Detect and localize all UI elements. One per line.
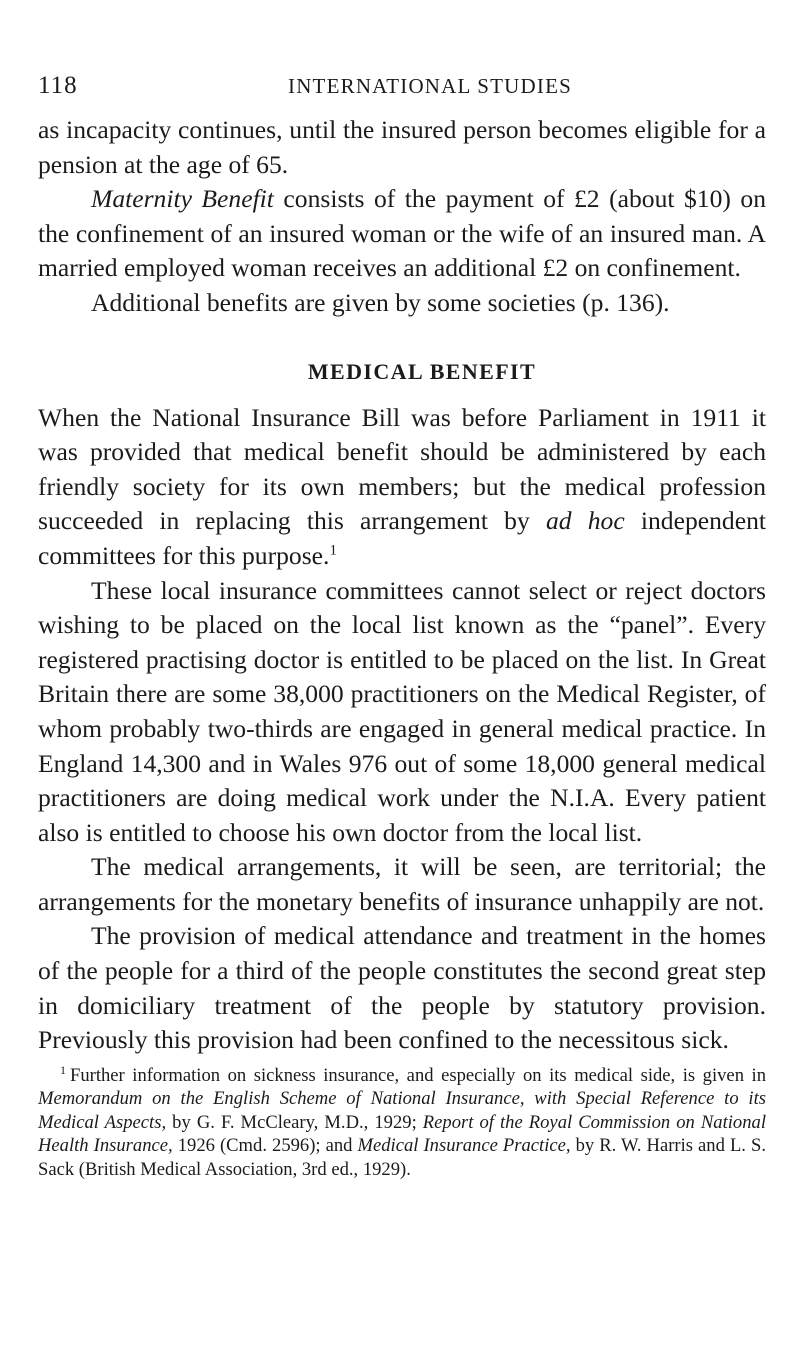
paragraph-continuation: as incapacity continues, until the insured person becomes eligible for a pension at the age of 65. (38, 115, 766, 179)
paragraph-national-insurance-bill (38, 401, 766, 574)
footnote-title-practice: Medical Insurance Practice, (357, 1135, 571, 1157)
paragraph-maternity-benefit (38, 182, 766, 286)
body-text (38, 113, 766, 1181)
maternity-benefit-text: consists of the payment of £2 (about $10) on the confinement of an insured woman or the wife of an insured man. A married employed woman receives an additional £2 on confinement. (38, 184, 766, 283)
footnote-text-4: by R. W. Harris and L. S. Sack (British Medical Association, 3rd ed., 1929). (38, 1135, 766, 1180)
bill-text-end: independent committees for this purpose. (38, 506, 766, 570)
section-heading: MEDICAL BENEFIT (307, 358, 537, 384)
paragraph-additional-benefits: Additional benefits are given by some societies (p. 136). (91, 287, 670, 317)
footnote-text-1: Further information on sickness insurance, and especially on its medical side, is given in (70, 1064, 766, 1086)
bill-text-start: When the National Insurance Bill was before Parliament in 1911 it was provided that medical benefit should be administered by each friendly society for its own members; but the medical profession succeeded in replacing this arrangement by (38, 402, 766, 536)
page-number: 118 (38, 72, 78, 99)
paragraph-domiciliary-treatment: The provision of medical attendance and treatment in the homes of the people for a third of the people constitutes the second great step in domiciliary treatment of the people by statutory provision. Previously this provision had been confined to the necessitous sick. (38, 921, 766, 1055)
footnote-title-report: Report of the Royal Commission on National Health Insurance, (38, 1111, 766, 1157)
footnote-number: 1 (60, 1062, 66, 1077)
footnote-title-memorandum: Memorandum on the English Scheme of National Insurance, with Special Reference to its Medical Aspects, (38, 1088, 766, 1133)
ad-hoc-term: ad hoc (545, 506, 625, 536)
running-title: INTERNATIONAL STUDIES (288, 74, 572, 98)
footnote-text-3: 1926 (Cmd. 2596); and (172, 1135, 358, 1157)
maternity-benefit-term: Maternity Benefit (91, 184, 274, 214)
paragraph-territorial: The medical arrangements, it will be seen, are territorial; the arrangements for the monetary benefits of insurance unhappily are not. (38, 852, 766, 916)
running-head (38, 72, 698, 102)
paragraph-local-committees: These local insurance committees cannot select or reject doctors wishing to be placed on the local list known as the “panel”. Every registered practising doctor is entitled to be placed on the list. In Great Britain there are some 38,000 practitioners on the Medical Register, of whom probably two-thirds are engaged in general medical practice. In England 14,300 and in Wales 976 out of some 18,000 general medical practitioners are doing medical work under the N.I.A. Every patient also is entitled to choose his own doctor from the local list. (38, 575, 766, 847)
footnote-text-2: by G. F. McCleary, M.D., 1929; (166, 1111, 423, 1133)
footnote-reference: 1 (329, 542, 337, 559)
footnote (38, 1064, 766, 1182)
